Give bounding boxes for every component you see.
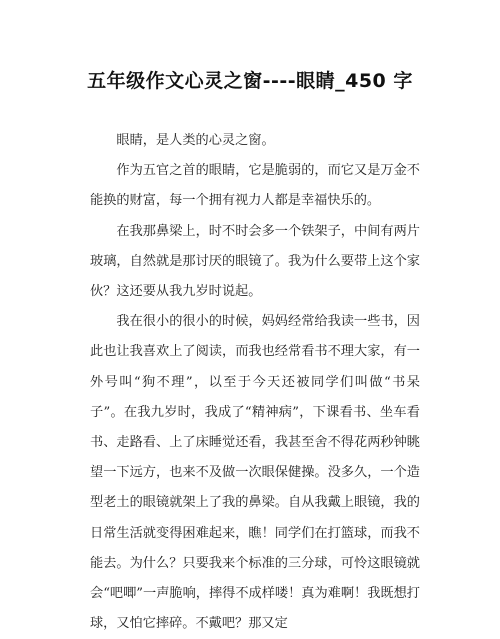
document-body: [90, 126, 420, 639]
document-title: 五年级作文心灵之窗----眼睛_450 字: [87, 70, 413, 92]
paragraph: 作为五官之首的眼睛，它是脆弱的，而它又是万金不能换的财富，每一个拥有视力人都是幸福快乐的。: [90, 163, 420, 209]
paragraph: 我在很小的很小的时候，妈妈经常给我读一些书，因此也让我喜欢上了阅读，而我也经常看书不理大家，有一外号叫“狗不理”，以至于今天还被同学们叫做“书呆子”。在我九岁时，我成了“精神病”，下课看书、坐车看书、走路看、上了床睡觉还看，我甚至舍不得花两秒钟眺望一下远方，也来不及做一次眼保健操。没多久，一个造型老土的眼镜就架上了我的鼻梁。自从我戴上眼镜，我的日常生活就变得困难起来，瞧！同学们在打篮球，而我不能去。为什么？只要我来个标准的三分球，可怜这眼镜就会“吧唧”一声脆响，摔得不成样喽！真为难啊！我既想打球，又怕它摔碎。不戴吧？那又定: [90, 314, 420, 632]
paragraph: 眼睛，是人类的心灵之窗。: [116, 133, 275, 148]
paragraph: 在我那鼻梁上，时不时会多一个铁架子，中间有两片玻璃，自然就是那讨厌的眼镜了。我为什么要带上这个家伙？这还要从我九岁时说起。: [90, 223, 420, 300]
